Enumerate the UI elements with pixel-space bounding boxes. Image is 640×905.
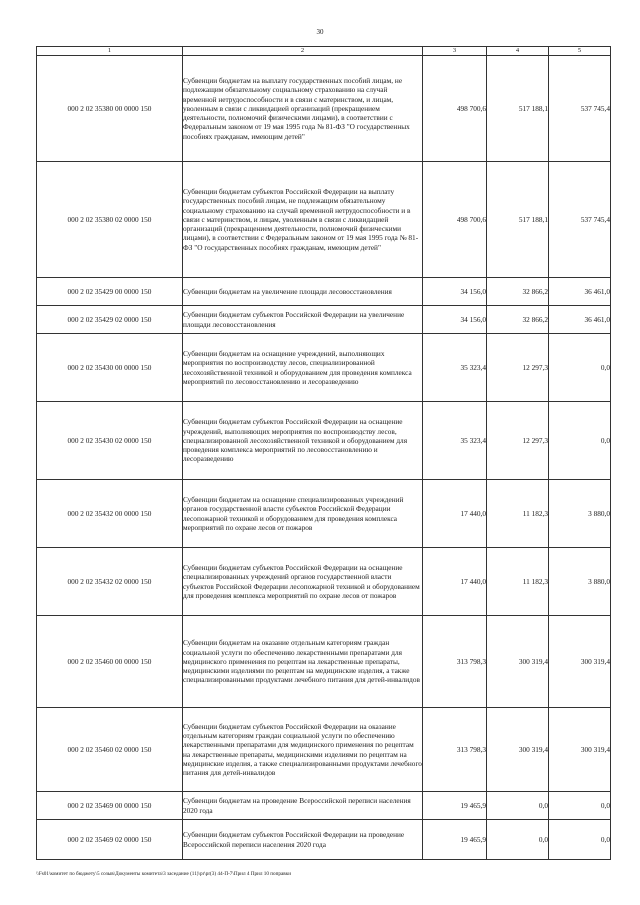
column-header-4: 4 — [487, 47, 549, 56]
row-value-col3: 35 323,4 — [423, 402, 487, 480]
row-value-col3: 313 798,3 — [423, 708, 487, 792]
table-row — [37, 616, 611, 708]
row-value-col5: 537 745,4 — [549, 56, 611, 162]
row-description: Субвенции бюджетам субъектов Российской Федерации на проведение Всероссийской переписи населения 2020 года — [183, 820, 423, 860]
row-value-col4: 32 866,2 — [487, 306, 549, 334]
row-value-col3: 313 798,3 — [423, 616, 487, 708]
row-code: 000 2 02 35429 00 0000 150 — [37, 278, 183, 306]
row-code: 000 2 02 35380 02 0000 150 — [37, 162, 183, 278]
row-description: Субвенции бюджетам на проведение Всероссийской переписи населения 2020 года — [183, 792, 423, 820]
table-row — [37, 708, 611, 792]
row-value-col4: 517 188,1 — [487, 56, 549, 162]
row-code: 000 2 02 35430 00 0000 150 — [37, 334, 183, 402]
row-value-col3: 498 700,6 — [423, 56, 487, 162]
table-row — [37, 402, 611, 480]
row-description: Субвенции бюджетам субъектов Российской Федерации на оснащение учреждений, выполняющих мероприятия по воспроизводству лесов, специализированной лесохозяйственной техникой и оборудованием для проведения комплекса мероприятий по лесовосстановлению и лесоразведению — [183, 402, 423, 480]
row-description: Субвенции бюджетам на оснащение специализированных учреждений органов государственной власти субъектов Российской Федерации лесопожарной техникой и оборудованием для проведения комплекса мероприятий по охране лесов от пожаров — [183, 480, 423, 548]
page-number: 30 — [316, 28, 324, 36]
table-row — [37, 480, 611, 548]
row-code: 000 2 02 35469 02 0000 150 — [37, 820, 183, 860]
table-row — [37, 162, 611, 278]
table-row — [37, 306, 611, 334]
row-code: 000 2 02 35460 02 0000 150 — [37, 708, 183, 792]
row-value-col3: 19 465,9 — [423, 792, 487, 820]
column-header-2: 2 — [183, 47, 423, 56]
row-value-col4: 0,0 — [487, 792, 549, 820]
row-value-col5: 0,0 — [549, 334, 611, 402]
row-value-col4: 300 319,4 — [487, 708, 549, 792]
header-row — [37, 47, 611, 56]
row-value-col5: 3 880,0 — [549, 480, 611, 548]
row-description: Субвенции бюджетам субъектов Российской Федерации на оказание отдельным категориям граждан социальной услуги по обеспечению лекарственными препаратами для медицинского применения по рецептам на лекарственные препараты, медицинскими изделиями по рецептам на медицинские изделия, а также специализированными продуктами лечебного питания для детей-инвалидов — [183, 708, 423, 792]
row-value-col5: 0,0 — [549, 402, 611, 480]
table-row — [37, 334, 611, 402]
row-code: 000 2 02 35430 02 0000 150 — [37, 402, 183, 480]
column-header-3: 3 — [423, 47, 487, 56]
row-description: Субвенции бюджетам субъектов Российской Федерации на выплату государственных пособий лицам, не подлежащим обязательному социальному страхованию на случай временной нетрудоспособности и в связи с материнством, и лицам, уволенным в связи с ликвидацией организаций (прекращением деятельности, полномочий физическими лицами), в соответствии с Федеральным законом от 19 мая 1995 года № 81-ФЗ "О государственных пособиях гражданам, имеющим детей" — [183, 162, 423, 278]
table-row — [37, 820, 611, 860]
table-row — [37, 548, 611, 616]
row-value-col4: 11 182,3 — [487, 480, 549, 548]
row-code: 000 2 02 35432 00 0000 150 — [37, 480, 183, 548]
row-value-col3: 498 700,6 — [423, 162, 487, 278]
row-description: Субвенции бюджетам субъектов Российской Федерации на увеличение площади лесовосстановления — [183, 306, 423, 334]
row-value-col4: 12 297,3 — [487, 402, 549, 480]
row-value-col3: 34 156,0 — [423, 306, 487, 334]
row-value-col4: 12 297,3 — [487, 334, 549, 402]
row-value-col5: 300 319,4 — [549, 616, 611, 708]
column-header-1: 1 — [37, 47, 183, 56]
row-value-col5: 537 745,4 — [549, 162, 611, 278]
row-code: 000 2 02 35429 02 0000 150 — [37, 306, 183, 334]
table-row — [37, 792, 611, 820]
table-row — [37, 278, 611, 306]
row-description: Субвенции бюджетам на оснащение учреждений, выполняющих мероприятия по воспроизводству лесов, специализированной лесохозяйственной техникой и оборудованием для проведения комплекса мероприятий по лесовосстановлению и лесоразведению — [183, 334, 423, 402]
row-description: Субвенции бюджетам на оказание отдельным категориям граждан социальной услуги по обеспечению лекарственными препаратами для медицинского применения по рецептам на лекарственные препараты, медицинскими изделиями по рецептам на медицинские изделия, а также специализированными продуктами лечебного питания для детей-инвалидов — [183, 616, 423, 708]
row-value-col5: 300 319,4 — [549, 708, 611, 792]
row-description: Субвенции бюджетам на увеличение площади лесовосстановления — [183, 278, 423, 306]
row-value-col5: 0,0 — [549, 792, 611, 820]
row-value-col5: 36 461,0 — [549, 306, 611, 334]
row-value-col3: 19 465,9 — [423, 820, 487, 860]
row-description: Субвенции бюджетам субъектов Российской Федерации на оснащение специализированных учреждений органов государственной власти субъектов Российской Федерации лесопожарной техникой и оборудованием для проведения комплекса мероприятий по охране лесов от пожаров — [183, 548, 423, 616]
row-value-col3: 35 323,4 — [423, 334, 487, 402]
row-value-col3: 17 440,0 — [423, 548, 487, 616]
footer-file-path: \\Fs01\комитет по бюджету\5 созыв\Документы комитета\3 заседание (11)\pr\pr(3) 44-П-7\Прил 4 Прил 10 поправки — [36, 871, 291, 877]
row-value-col3: 17 440,0 — [423, 480, 487, 548]
row-value-col3: 34 156,0 — [423, 278, 487, 306]
table-row — [37, 56, 611, 162]
row-value-col5: 0,0 — [549, 820, 611, 860]
row-code: 000 2 02 35469 00 0000 150 — [37, 792, 183, 820]
row-value-col5: 3 880,0 — [549, 548, 611, 616]
row-value-col4: 0,0 — [487, 820, 549, 860]
row-code: 000 2 02 35432 02 0000 150 — [37, 548, 183, 616]
row-value-col4: 300 319,4 — [487, 616, 549, 708]
row-code: 000 2 02 35460 00 0000 150 — [37, 616, 183, 708]
row-value-col4: 517 188,1 — [487, 162, 549, 278]
row-code: 000 2 02 35380 00 0000 150 — [37, 56, 183, 162]
row-value-col4: 11 182,3 — [487, 548, 549, 616]
row-description: Субвенции бюджетам на выплату государственных пособий лицам, не подлежащим обязательному социальному страхованию на случай временной нетрудоспособности и в связи с материнством, и лицам, уволенным в связи с ликвидацией организаций (прекращением деятельности, полномочий физическими лицами), в соответствии с Федеральным законом от 19 мая 1995 года № 81-ФЗ "О государственных пособиях гражданам, имеющим детей" — [183, 56, 423, 162]
column-header-5: 5 — [549, 47, 611, 56]
row-value-col4: 32 866,2 — [487, 278, 549, 306]
row-value-col5: 36 461,0 — [549, 278, 611, 306]
budget-table — [36, 46, 611, 860]
